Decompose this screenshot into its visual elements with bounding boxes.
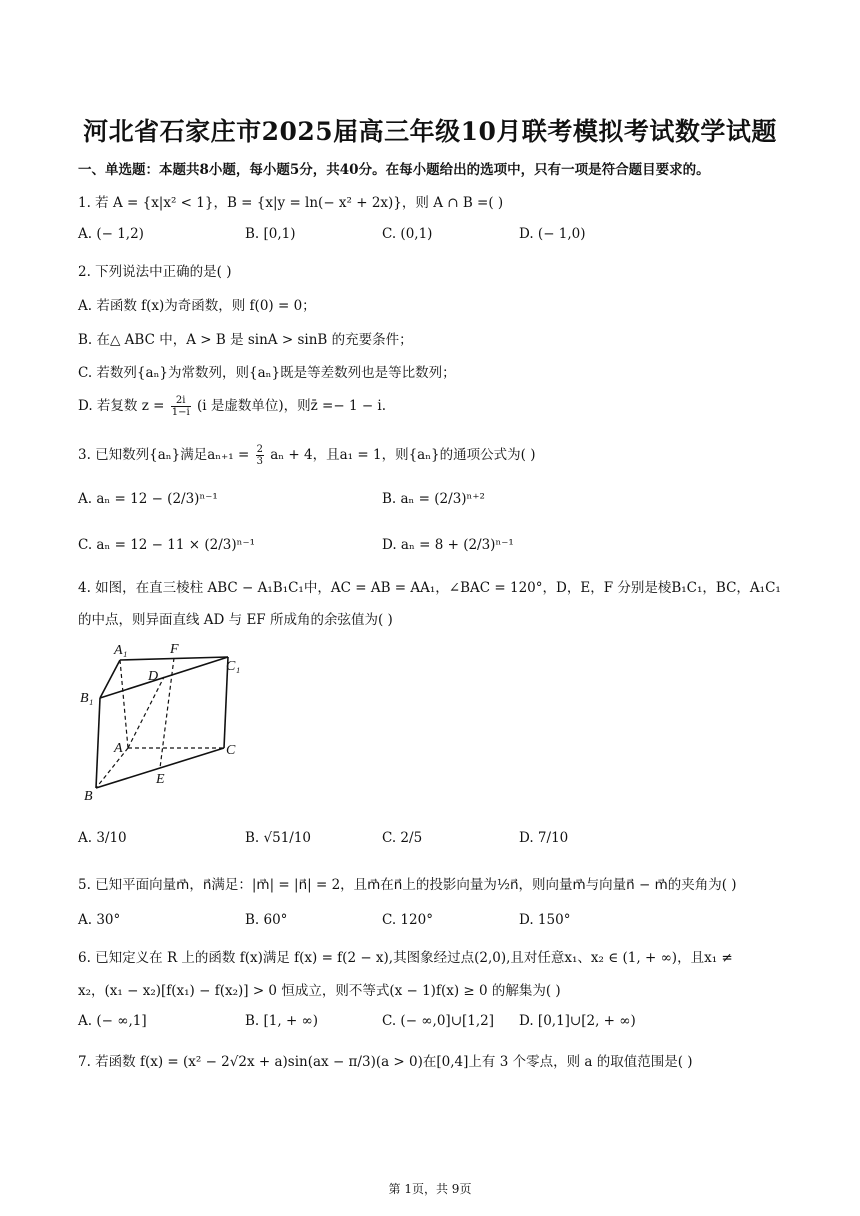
question-4-option-c: C. 2/5 [382, 830, 423, 846]
question-3-option-c: C. aₙ = 12 − 11 × (2/3)ⁿ⁻¹ [78, 537, 255, 553]
question-6-option-d: D. [0,1]∪[2, + ∞) [519, 1013, 636, 1029]
question-3-prefix: 3. 已知数列{aₙ}满足aₙ₊₁ = [78, 447, 250, 463]
question-1-option-a: A. (− 1,2) [78, 226, 144, 242]
question-6-option-b: B. [1, + ∞) [245, 1013, 319, 1029]
question-2-option-c: C. 若数列{aₙ}为常数列，则{aₙ}既是等差数列也是等比数列； [78, 365, 456, 381]
question-3-suffix: aₙ + 4，且a₁ = 1，则{aₙ}的通项公式为( ) [270, 447, 536, 463]
question-2-d-suffix: (i 是虚数单位)，则z̄ =− 1 − i. [196, 398, 387, 414]
fraction-numerator: 2i [171, 395, 191, 407]
question-5-option-d: D. 150° [519, 912, 571, 928]
label-d: D [148, 669, 159, 684]
question-6-line-2: x₂，(x₁ − x₂)[f(x₁) − f(x₂)] > 0 恒成立，则不等式(x − 1)f(x) ≥ 0 的解集为( ) [78, 983, 561, 999]
label-f: F [170, 642, 179, 657]
fraction-numerator: 2 [256, 444, 263, 455]
question-3-option-a: A. aₙ = 12 − (2/3)ⁿ⁻¹ [78, 491, 218, 507]
fraction-denominator: 3 [256, 456, 263, 467]
question-3-option-b: B. aₙ = (2/3)ⁿ⁺² [382, 491, 485, 507]
question-2-option-a: A. 若函数 f(x)为奇函数，则 f(0) = 0； [78, 298, 316, 314]
label-c: C [226, 743, 236, 758]
question-5-option-b: B. 60° [245, 912, 288, 928]
question-1-option-d: D. (− 1,0) [519, 226, 586, 242]
question-2-option-b: B. 在△ ABC 中，A > B 是 sinA > sinB 的充要条件； [78, 332, 413, 348]
fraction-denominator: 1−i [171, 407, 190, 418]
label-e: E [156, 772, 165, 787]
question-2-stem: 2. 下列说法中正确的是( ) [78, 264, 232, 280]
label-b: B [84, 789, 93, 804]
question-5-option-c: C. 120° [382, 912, 433, 928]
question-2-d-prefix: D. 若复数 z = [78, 398, 165, 414]
question-5-stem: 5. 已知平面向量m⃗，n⃗满足：|m⃗| = |n⃗| = 2，且m⃗在n⃗上的投影向量为½n⃗，则向量m⃗与向量n⃗ − m⃗的夹角为( ) [78, 877, 737, 893]
prism-figure [78, 640, 258, 805]
question-4-line-2: 的中点，则异面直线 AD 与 EF 所成角的余弦值为( ) [78, 612, 393, 628]
question-3-stem [78, 443, 535, 467]
label-b1: B₁ [80, 691, 94, 706]
question-4-option-d: D. 7/10 [519, 830, 569, 846]
question-3-option-d: D. aₙ = 8 + (2/3)ⁿ⁻¹ [382, 537, 514, 553]
question-6-option-c: C. (− ∞,0]∪[1,2] [382, 1013, 495, 1029]
question-1-stem: 1. 若 A = {x|x² < 1}，B = {x|y = ln(− x² + 2x)}，则 A ∩ B =( ) [78, 195, 504, 211]
question-4-option-b: B. √51/10 [245, 830, 312, 846]
label-a: A [114, 741, 123, 756]
label-c1: C₁ [226, 659, 241, 674]
question-6-line-1: 6. 已知定义在 R 上的函数 f(x)满足 f(x) = f(2 − x),其图象经过点(2,0),且对任意x₁、x₂ ∈ (1, + ∞)，且x₁ ≠ [78, 950, 733, 966]
question-3-fraction [256, 444, 264, 467]
question-5-option-a: A. 30° [78, 912, 121, 928]
label-a1: A₁ [114, 643, 128, 658]
question-2-d-fraction [171, 395, 191, 418]
question-7-stem: 7. 若函数 f(x) = (x² − 2√2x + a)sin(ax − π/3)(a > 0)在[0,4]上有 3 个零点，则 a 的取值范围是( ) [78, 1054, 693, 1070]
page-title: 河北省石家庄市2025届高三年级10月联考模拟考试数学试题 [83, 117, 777, 146]
question-1-option-c: C. (0,1) [382, 226, 433, 242]
question-2-option-d [78, 394, 386, 418]
question-1-option-b: B. [0,1) [245, 226, 296, 242]
page-footer: 第 1页，共 9页 [388, 1182, 472, 1196]
question-6-option-a: A. (− ∞,1] [78, 1013, 147, 1029]
question-4-option-a: A. 3/10 [78, 830, 127, 846]
question-4-line-1: 4. 如图，在直三棱柱 ABC − A₁B₁C₁中，AC = AB = AA₁，∠BAC = 120°，D，E，F 分别是棱B₁C₁，BC，A₁C₁ [78, 580, 781, 596]
section-heading: 一、单选题：本题共8小题，每小题5分，共40分。在每小题给出的选项中，只有一项是符合题目要求的。 [78, 162, 710, 178]
